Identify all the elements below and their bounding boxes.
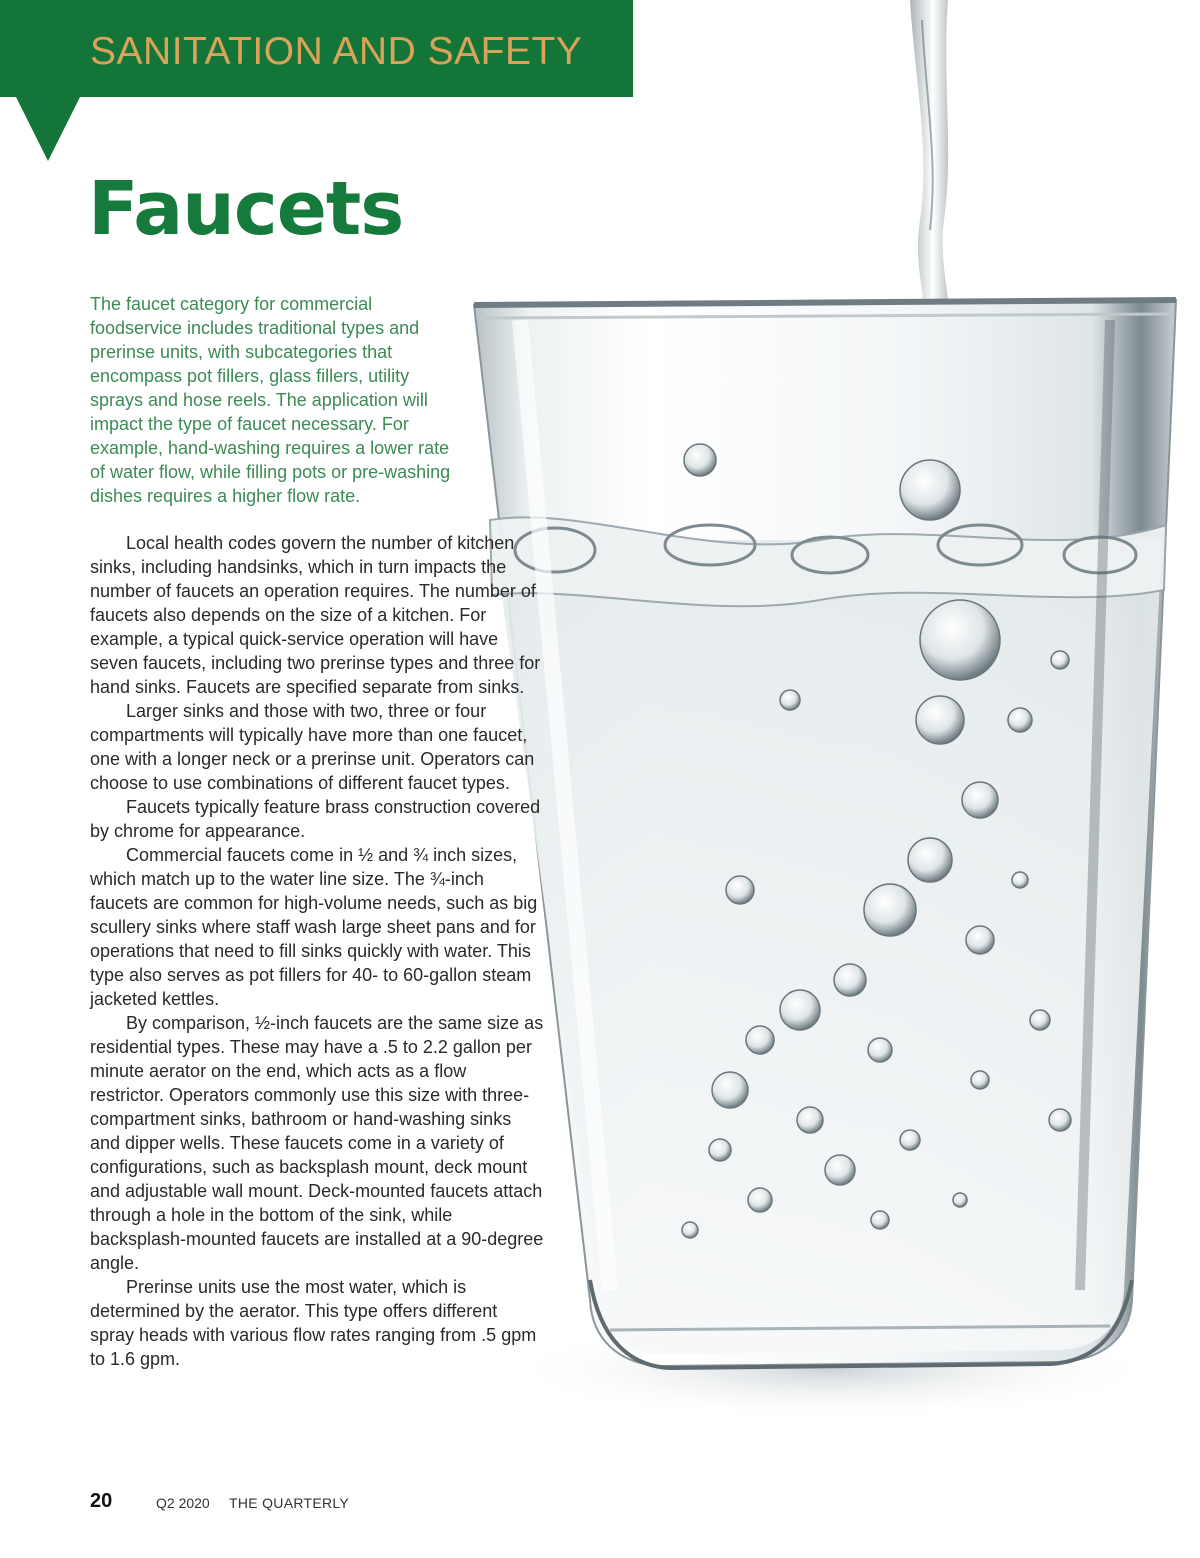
article-title: Faucets [88,166,404,252]
page-number: 20 [90,1490,113,1512]
body-paragraph: Local health codes govern the number of kitchen sinks, including handsinks, which in turn impacts the number of faucets an operation requires. The number of faucets also depends on the size of a kitchen. For example, a typical quick-service operation will have seven faucets, including two prerinse types and three for hand sinks. Faucets are specified separate from sinks. [90,533,541,697]
body-paragraph: Commercial faucets come in ½ and ¾ inch sizes, which match up to the water line size. The ¾-inch faucets are common for high-volume needs, such as big scullery sinks where staff wash large sheet pans and for operations that need to fill sinks quickly with water. This type also serves as pot fillers for 40- to 60-gallon steam jacketed kettles. [90,845,538,1009]
section-banner [0,0,633,97]
article-intro: The faucet category for commercial foodservice includes traditional types and prerinse units, with subcategories that encompass pot fillers, glass fillers, utility sprays and hose reels. The application will impact the type of faucet necessary. For example, hand-washing requires a lower rate of water flow, while filling pots or pre-washing dishes requires a higher flow rate. [90,294,451,506]
glass-of-water-icon [460,0,1200,1558]
section-label: SANITATION AND SAFETY [90,30,583,73]
issue-label: Q2 2020 [156,1495,210,1511]
body-paragraph: Faucets typically feature brass construction covered by chrome for appearance. [90,797,541,841]
body-paragraph: By comparison, ½-inch faucets are the same size as residential types. These may have a .5 to 2.2 gallon per minute aerator on the end, which acts as a flow restrictor. Operators commonly use this size with three-compartment sinks, bathroom or hand-washing sinks and dipper wells. These faucets come in a variety of configurations, such as backsplash mount, deck mount and adjustable wall mount. Deck-mounted faucets attach through a hole in the bottom of the sink, while backsplash-mounted faucets are installed at a 90-degree angle. [90,1013,544,1273]
banner-tab-shape [16,97,80,161]
body-paragraph: Larger sinks and those with two, three or four compartments will typically have more than one faucet, one with a longer neck or a prerinse unit. Operators can choose to use combinations of different faucet types. [90,701,535,793]
publication-name: THE QUARTERLY [229,1495,350,1511]
body-paragraph: Prerinse units use the most water, which is determined by the aerator. This type offers different spray heads with various flow rates ranging from .5 gpm to 1.6 gpm. [90,1277,537,1369]
article-body [90,531,545,1371]
